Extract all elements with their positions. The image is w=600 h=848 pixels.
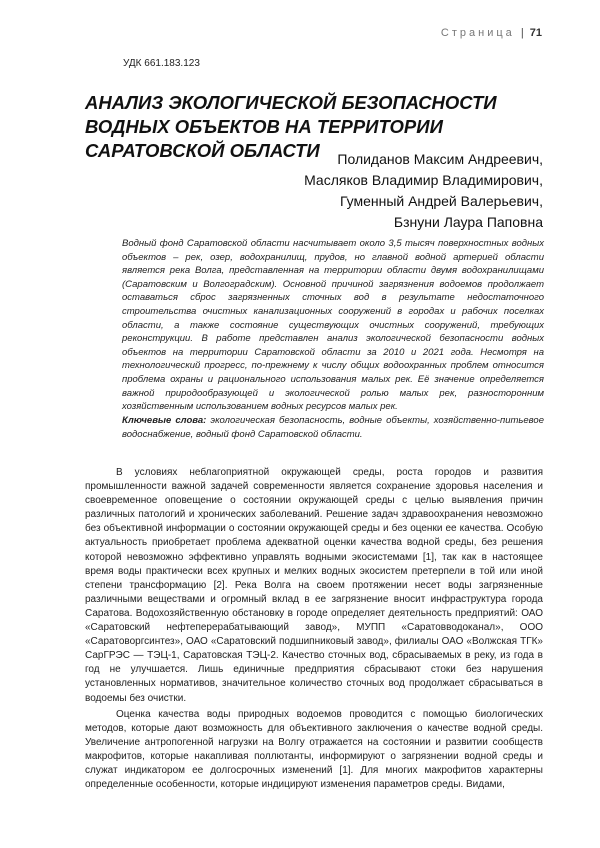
author-name: Бзнуни Лаура Паповна (393, 214, 543, 230)
abstract: Водный фонд Саратовской области насчитывает около 3,5 тысяч поверхностных водных объектов – рек, озер, водохранилищ, прудов, но главной водной артерией области является река Волга, представленная на территории области двумя водохранилищами (Саратовским и Волгоградским). Основной причиной загрязнения водоемов продолжает оставаться сброс загрязненных сточных вод в результате недостаточного строительства очистных канализационных сооружений в городах и рабочих поселках области, а также состояние существующих очистных сооружений, требующих реконструкции. В работе представлен анализ экологической безопасности водных объектов на территории Саратовской области за 2010 и 2021 года. Несмотря на технологический прогресс, по-прежнему к числу общих водоохранных проблем относится проблема охраны и рационального использования малых рек. Её значение определяется важной природообразующей и экологической ролью малых рек, разносторонним хозяйственным использованием водных ресурсов малых рек. (122, 238, 544, 413)
author-list (304, 149, 543, 233)
author-name: Полиданов Максим Андреевич, (337, 151, 543, 167)
page-header (441, 27, 542, 39)
body-paragraph: Оценка качества воды природных водоемов проводится с помощью биологических методов, которые дают возможность для объективного заключения о качестве водной среды. Увеличение антропогенной нагрузки на Волгу отражается на состоянии и развитии сообществ макрофитов, которые накапливая поллютанты, информируют о загрязнении водной среды и служат индикатором ее долгосрочных изменений [1]. Для многих макрофитов характерны определенные особенности, которые индицируют изменения параметров среды. Видами, (85, 708, 543, 791)
author-name: Гуменный Андрей Валерьевич, (339, 193, 543, 209)
body-paragraph: В условиях неблагоприятной окружающей среды, роста городов и развития промышленности важной задачей современности является сохранение здоровья населения и своевременное оповещение о состоянии окружающей среды с целью выявления причин различных патологий и хронических заболеваний. Решение задач здравоохранения невозможно без объективной информации о состоянии окружающей среды и без оценки ее качества. Особую актуальность приобретает проблема адекватной оценки качества водной среды, без решения которой невозможно эффективно управлять водными экосистемами [1], так как в настоящее время воды практически всех крупных и мелких водных экосистем претерпели в той или иной степени трансформацию [2]. Река Волга на своем протяжении несет воды загрязненные различными веществами и огромный вклад в ее загрязнение вносит инфраструктура города Саратова. Водохозяйственную обстановку в городе определяет деятельность предприятий: ОАО «Саратовский нефтеперерабатывающий завод», МУПП «Саратовводоканал», ООО «Саратоворгсинтез», ОАО «Саратовский подшипниковый завод», филиалы ОАО «Волжская ТГК» СарГРЭС — ТЭЦ-1, Саратовская ТЭЦ-2. Качество сточных вод, сбрасываемых в реку, из года в год не улучшается. Лишь единичные предприятия сбрасывают стоки без нарушения установленных нормативов, значительное количество сточных вод продолжает сбрасываться в водоемы без очистки. (85, 467, 543, 704)
udk-code: УДК 661.183.123 (123, 58, 200, 69)
header-separator: | (520, 27, 524, 39)
page-number: 71 (529, 27, 542, 39)
author-name: Масляков Владимир Владимирович, (304, 172, 543, 188)
keywords (122, 414, 544, 441)
article-title: АНАЛИЗ ЭКОЛОГИЧЕСКОЙ БЕЗОПАСНОСТИ ВОДНЫХ ОБЪЕКТОВ НА ТЕРРИТОРИИ САРАТОВСКОЙ ОБЛАСТИ (85, 92, 497, 161)
keywords-label: Ключевые слова: (122, 415, 207, 426)
article-body (85, 466, 543, 792)
keywords-text: экологическая безопасность, водные объекты, хозяйственно-питьевое водоснабжение, водный фонд Саратовской области. (122, 415, 544, 440)
page-label: Страница (440, 27, 515, 39)
